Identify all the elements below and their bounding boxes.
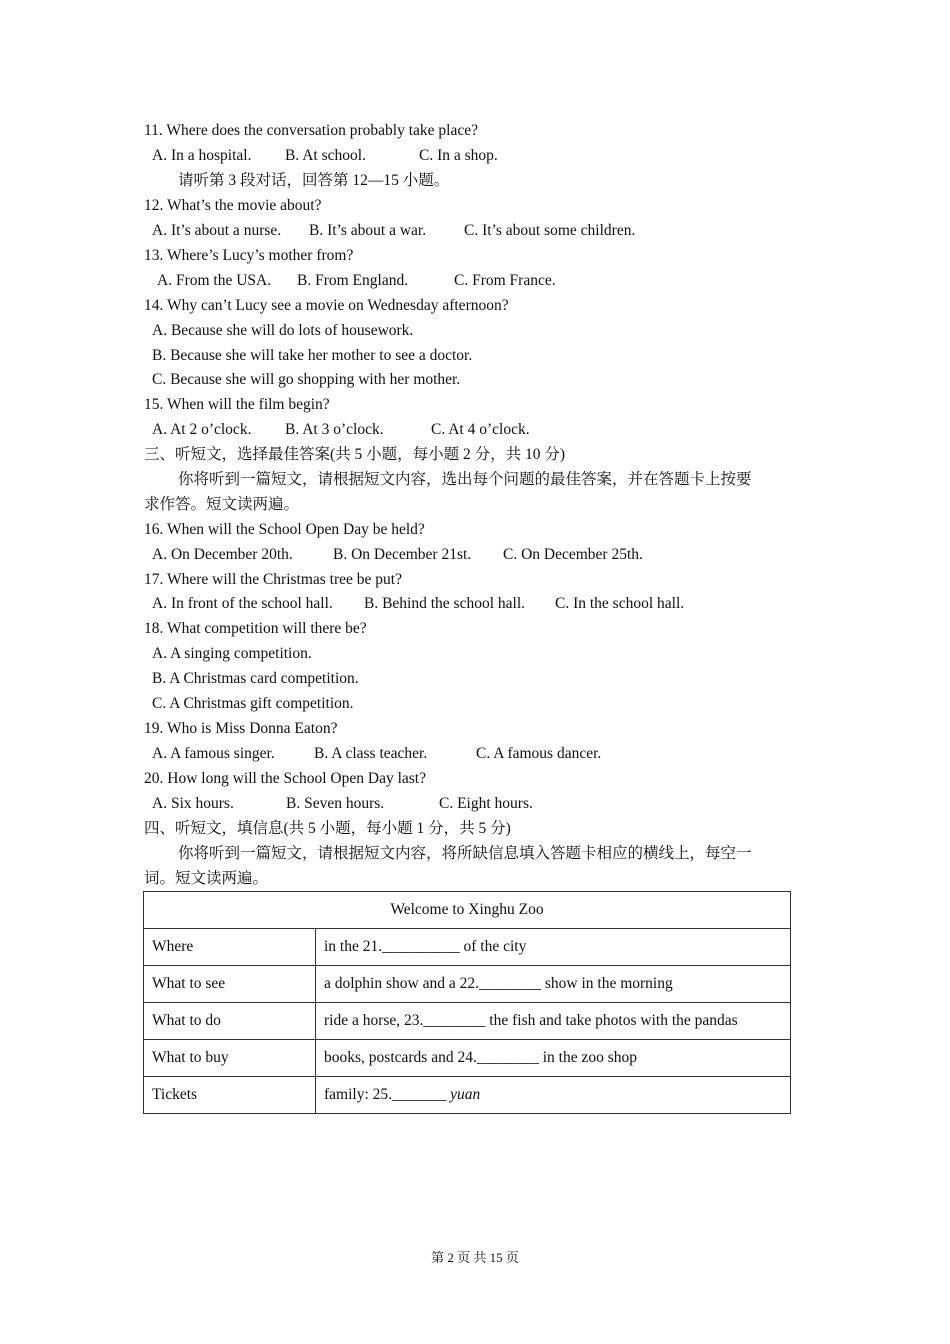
- row-value: ride a horse, 23.________ the fish and take photos with the pandas: [316, 1003, 791, 1040]
- option-c: C. On December 25th.: [503, 546, 643, 563]
- option-b: B. At school.: [285, 147, 366, 164]
- option-b: B. On December 21st.: [333, 546, 472, 563]
- option-b: B. Behind the school hall.: [364, 595, 526, 612]
- option-b: B. A Christmas card competition.: [152, 670, 359, 687]
- section-4-instruction-cont: 词。短文读两遍。: [144, 870, 269, 887]
- option-b: B. From England.: [297, 272, 409, 289]
- option-a: A. A famous singer.: [152, 745, 275, 762]
- row-label: What to see: [144, 966, 316, 1003]
- question-15-options: [152, 420, 530, 440]
- option-b: B. At 3 o’clock.: [285, 421, 384, 438]
- option-b: B. Because she will take her mother to see a doctor.: [152, 347, 473, 364]
- option-c: C. At 4 o’clock.: [431, 421, 530, 438]
- section-3-heading: 三、听短文，选择最佳答案(共 5 小题，每小题 2 分，共 10 分): [144, 446, 566, 463]
- question-11: 11. Where does the conversation probably take place?: [144, 122, 478, 139]
- option-b: B. Seven hours.: [286, 795, 385, 812]
- tickets-value: family: 25._______: [324, 1086, 451, 1103]
- section-3-instruction-cont: 求作答。短文读两遍。: [144, 496, 300, 513]
- question-16-options: [152, 545, 643, 565]
- option-c: C. In the school hall.: [555, 595, 685, 612]
- question-11-options: [152, 146, 498, 166]
- currency-unit: yuan: [450, 1086, 481, 1103]
- section-3-instruction: 你将听到一篇短文，请根据短文内容，选出每个问题的最佳答案，并在答题卡上按要: [178, 471, 752, 488]
- option-c: C. From France.: [454, 272, 556, 289]
- question-15: 15. When will the film begin?: [144, 396, 330, 413]
- table-row: [144, 1003, 791, 1040]
- question-19-options: [152, 744, 601, 764]
- option-c: C. A Christmas gift competition.: [152, 695, 354, 712]
- question-17-options: [152, 594, 684, 614]
- row-value: a dolphin show and a 22.________ show in the morning: [316, 966, 791, 1003]
- option-c: C. A famous dancer.: [476, 745, 602, 762]
- section-4-heading: 四、听短文，填信息(共 5 小题，每小题 1 分，共 5 分): [144, 820, 511, 837]
- question-19: 19. Who is Miss Donna Eaton?: [144, 720, 338, 737]
- zoo-info-table: [143, 891, 791, 1114]
- row-label: Where: [144, 929, 316, 966]
- option-a: A. From the USA.: [157, 272, 272, 289]
- instruction-part3: 请听第 3 段对话，回答第 12—15 小题。: [178, 172, 450, 189]
- option-a: A. At 2 o’clock.: [152, 421, 252, 438]
- row-value: books, postcards and 24.________ in the zoo shop: [316, 1040, 791, 1077]
- option-c: C. It’s about some children.: [464, 222, 636, 239]
- option-c: C. Eight hours.: [439, 795, 533, 812]
- question-12: 12. What’s the movie about?: [144, 197, 322, 214]
- table-title-row: [144, 892, 791, 929]
- question-14: 14. Why can’t Lucy see a movie on Wednesday afternoon?: [144, 297, 509, 314]
- row-value: in the 21.__________ of the city: [316, 929, 791, 966]
- question-13: 13. Where’s Lucy’s mother from?: [144, 247, 354, 264]
- table-row: [144, 966, 791, 1003]
- row-label: What to buy: [144, 1040, 316, 1077]
- option-a: A. A singing competition.: [152, 645, 312, 662]
- question-17: 17. Where will the Christmas tree be put?: [144, 571, 402, 588]
- page-footer: 第 2 页 共 15 页: [431, 1250, 519, 1265]
- option-a: A. It’s about a nurse.: [152, 222, 282, 239]
- table-row: [144, 1040, 791, 1077]
- question-12-options: [152, 221, 635, 241]
- option-a: A. Because she will do lots of housework.: [152, 322, 414, 339]
- table-row: [144, 929, 791, 966]
- question-16: 16. When will the School Open Day be held?: [144, 521, 425, 538]
- question-13-options: [157, 271, 556, 291]
- option-a: A. In a hospital.: [152, 147, 252, 164]
- option-a: A. On December 20th.: [152, 546, 293, 563]
- option-b: B. A class teacher.: [314, 745, 428, 762]
- table-row: [144, 1077, 791, 1114]
- option-c: C. In a shop.: [419, 147, 498, 164]
- row-label: Tickets: [144, 1077, 316, 1114]
- table-title: Welcome to Xinghu Zoo: [144, 892, 791, 929]
- option-b: B. It’s about a war.: [309, 222, 427, 239]
- question-18: 18. What competition will there be?: [144, 620, 367, 637]
- section-4-instruction: 你将听到一篇短文，请根据短文内容，将所缺信息填入答题卡相应的横线上，每空一: [178, 845, 752, 862]
- option-a: A. Six hours.: [152, 795, 234, 812]
- row-value: [316, 1077, 791, 1114]
- option-a: A. In front of the school hall.: [152, 595, 333, 612]
- question-20-options: [152, 794, 533, 814]
- row-label: What to do: [144, 1003, 316, 1040]
- option-c: C. Because she will go shopping with her mother.: [152, 371, 461, 388]
- question-20: 20. How long will the School Open Day last?: [144, 770, 426, 787]
